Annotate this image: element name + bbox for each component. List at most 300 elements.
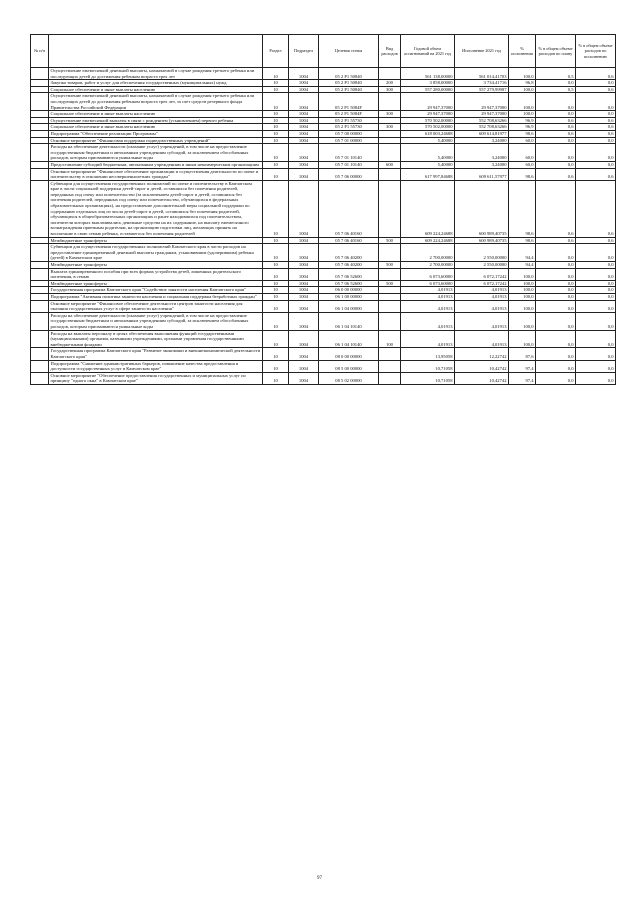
row-name-cell: Выплата единовременного пособия при всех формах устройства детей, лишенных родительского попечения, в семью — [49, 268, 263, 280]
row-num-cell — [31, 287, 49, 294]
header-section: Раздел — [263, 35, 289, 68]
row-subsection-cell: 1004 — [289, 372, 319, 384]
row-subsection-cell: 1004 — [289, 348, 319, 360]
row-share-exec-cell: 0,0 — [576, 312, 616, 330]
row-share-exec-cell: 0,0 — [576, 161, 616, 168]
row-executed-cell: 10,42742 — [455, 372, 509, 384]
row-share-plan-cell: 0,0 — [536, 144, 576, 162]
table-row — [31, 280, 616, 287]
row-article-cell: 05 7 06 52600 — [319, 268, 379, 280]
row-type-cell: 500 — [379, 237, 401, 244]
row-plan-cell: 29 947,37000 — [401, 111, 455, 118]
row-plan-cell: 13,95058 — [401, 348, 455, 360]
table-row — [31, 293, 616, 300]
row-subsection-cell: 1004 — [289, 180, 319, 237]
row-executed-cell: 6 072,17242 — [455, 268, 509, 280]
header-share-exec: % в общем объеме расходов по исполнению — [576, 35, 616, 68]
row-percent-cell: 87,6 — [509, 348, 536, 360]
row-subsection-cell: 1004 — [289, 262, 319, 269]
row-plan-cell: 561 138,00000 — [401, 68, 455, 80]
row-article-cell: 05 2 P1 5084F — [319, 93, 379, 111]
row-section-cell: 10 — [263, 180, 289, 237]
table-row — [31, 161, 616, 168]
row-section-cell: 10 — [263, 93, 289, 111]
row-type-cell — [379, 168, 401, 180]
row-plan-cell: 618 003,24688 — [401, 130, 455, 137]
row-percent-cell: 100,0 — [509, 280, 536, 287]
row-article-cell: 05 2 P1 55730 — [319, 124, 379, 131]
row-executed-cell: 609 611,57977 — [455, 168, 509, 180]
row-name-cell: Подпрограмма "Снижение административных барьеров, повышение качества предоставления и доступности государственных услуг в Камчатском крае" — [49, 360, 263, 372]
row-plan-cell: 570 502,00000 — [401, 117, 455, 124]
row-num-cell — [31, 312, 49, 330]
row-article-cell: 05 2 P1 50840 — [319, 86, 379, 93]
row-share-exec-cell: 0,6 — [576, 86, 616, 93]
row-type-cell — [379, 68, 401, 80]
row-share-exec-cell: 0,0 — [576, 293, 616, 300]
row-executed-cell: 3 734,41716 — [455, 80, 509, 87]
row-executed-cell: 609 614,81977 — [455, 130, 509, 137]
row-share-plan-cell: 0,0 — [536, 287, 576, 294]
row-executed-cell: 10,42742 — [455, 360, 509, 372]
row-article-cell: 05 7 06 40160 — [319, 237, 379, 244]
row-share-plan-cell: 0,0 — [536, 161, 576, 168]
row-name-cell: Межбюджетные трансферты — [49, 280, 263, 287]
row-share-plan-cell: 0,6 — [536, 168, 576, 180]
row-subsection-cell: 1004 — [289, 161, 319, 168]
header-row — [31, 35, 616, 68]
row-num-cell — [31, 268, 49, 280]
row-section-cell: 10 — [263, 161, 289, 168]
table-row — [31, 80, 616, 87]
row-name-cell: Подпрограмма "Активная политика занятости населения и социальная поддержка безработных граждан" — [49, 293, 263, 300]
row-type-cell: 300 — [379, 86, 401, 93]
row-percent-cell: 60,0 — [509, 161, 536, 168]
row-executed-cell: 557 279,99987 — [455, 86, 509, 93]
row-name-cell: Социальное обеспечение и иные выплаты населению — [49, 86, 263, 93]
row-share-exec-cell: 0,0 — [576, 330, 616, 348]
row-article-cell: 08 5 02 00000 — [319, 372, 379, 384]
row-percent-cell: 96,8 — [509, 80, 536, 87]
row-plan-cell: 609 224,24688 — [401, 237, 455, 244]
row-share-exec-cell: 0,6 — [576, 68, 616, 80]
table-header — [31, 35, 616, 68]
row-share-exec-cell: 0,6 — [576, 168, 616, 180]
row-article-cell: 06 1 04 10140 — [319, 330, 379, 348]
row-percent-cell: 100,0 — [509, 111, 536, 118]
row-share-exec-cell: 0,0 — [576, 348, 616, 360]
row-subsection-cell: 1004 — [289, 237, 319, 244]
row-type-cell: 300 — [379, 111, 401, 118]
table-row — [31, 262, 616, 269]
row-share-plan-cell: 0,6 — [536, 180, 576, 237]
row-executed-cell: 6 072,17242 — [455, 280, 509, 287]
row-type-cell: 500 — [379, 280, 401, 287]
row-num-cell — [31, 93, 49, 111]
header-article: Целевая статья — [319, 35, 379, 68]
row-plan-cell: 6 073,60000 — [401, 268, 455, 280]
row-share-exec-cell: 0,0 — [576, 111, 616, 118]
row-name-cell: Социальное обеспечение и иные выплаты населению — [49, 124, 263, 131]
row-executed-cell: 600 989,40735 — [455, 237, 509, 244]
row-section-cell: 10 — [263, 312, 289, 330]
row-article-cell: 05 7 01 10140 — [319, 161, 379, 168]
row-article-cell: 05 7 01 00000 — [319, 137, 379, 144]
row-subsection-cell: 1004 — [289, 144, 319, 162]
row-subsection-cell: 1004 — [289, 86, 319, 93]
row-share-plan-cell: 0,5 — [536, 86, 576, 93]
row-executed-cell: 4,01913 — [455, 293, 509, 300]
row-num-cell — [31, 300, 49, 312]
row-num-cell — [31, 68, 49, 80]
row-type-cell — [379, 287, 401, 294]
row-share-plan-cell: 0,0 — [536, 262, 576, 269]
row-num-cell — [31, 348, 49, 360]
row-percent-cell: 94,4 — [509, 262, 536, 269]
row-article-cell: 08 0 00 00000 — [319, 348, 379, 360]
row-executed-cell: 600 989,40735 — [455, 180, 509, 237]
row-executed-cell: 4,01913 — [455, 287, 509, 294]
row-share-exec-cell: 0,0 — [576, 144, 616, 162]
row-plan-cell: 29 947,37000 — [401, 93, 455, 111]
row-executed-cell: 552 708,63266 — [455, 124, 509, 131]
row-type-cell — [379, 180, 401, 237]
table-row — [31, 348, 616, 360]
row-num-cell — [31, 280, 49, 287]
row-executed-cell: 4,01913 — [455, 300, 509, 312]
row-percent-cell: 100,0 — [509, 330, 536, 348]
row-percent-cell: 96,9 — [509, 117, 536, 124]
table-body — [31, 68, 616, 385]
row-subsection-cell: 1004 — [289, 80, 319, 87]
table-row — [31, 372, 616, 384]
row-share-plan-cell: 0,0 — [536, 293, 576, 300]
row-percent-cell: 100,0 — [509, 287, 536, 294]
row-name-cell: Основное мероприятие "Финансовое обеспечение организации и осуществления деятельности по опеке и попечительству в отношении несовершеннолетних граждан" — [49, 168, 263, 180]
budget-table — [30, 34, 616, 385]
table-row — [31, 300, 616, 312]
row-share-plan-cell: 0,0 — [536, 348, 576, 360]
page-number: 97 — [317, 876, 322, 881]
row-share-plan-cell: 0,0 — [536, 268, 576, 280]
row-num-cell — [31, 180, 49, 237]
row-plan-cell: 3 858,00000 — [401, 80, 455, 87]
row-share-plan-cell: 0,6 — [536, 130, 576, 137]
row-subsection-cell: 1004 — [289, 330, 319, 348]
row-plan-cell: 5,40000 — [401, 137, 455, 144]
row-num-cell — [31, 330, 49, 348]
header-executed: Исполнение 2021 год — [455, 35, 509, 68]
row-name-cell: Осуществление ежемесячной денежной выплаты, назначаемой в случае рождения третьего ребенка или последующих детей до достижения ребенком возраста трех лет — [49, 68, 263, 80]
row-num-cell — [31, 237, 49, 244]
row-percent-cell: 100,0 — [509, 68, 536, 80]
row-type-cell — [379, 244, 401, 262]
row-article-cell: 05 2 P1 50840 — [319, 80, 379, 87]
row-type-cell — [379, 348, 401, 360]
row-name-cell: Подпрограмма "Обеспечение реализации Программы" — [49, 130, 263, 137]
row-percent-cell: 98,6 — [509, 237, 536, 244]
row-percent-cell: 100,0 — [509, 293, 536, 300]
row-num-cell — [31, 124, 49, 131]
table-row — [31, 117, 616, 124]
row-plan-cell: 10,71058 — [401, 360, 455, 372]
row-subsection-cell: 1004 — [289, 93, 319, 111]
row-section-cell: 10 — [263, 124, 289, 131]
row-share-exec-cell: 0,6 — [576, 124, 616, 131]
row-share-plan-cell: 0,0 — [536, 372, 576, 384]
row-percent-cell: 100,0 — [509, 268, 536, 280]
row-type-cell: 100 — [379, 330, 401, 348]
row-section-cell: 10 — [263, 330, 289, 348]
row-share-exec-cell: 0,6 — [576, 130, 616, 137]
row-name-cell: Расходы на выплаты персоналу в целях обеспечения выполнения функций государственными (муниципальными) органами, казенными учреждениями, органами управления государственными внебюджетными фондами — [49, 330, 263, 348]
row-article-cell: 05 2 P1 55730 — [319, 117, 379, 124]
row-type-cell — [379, 268, 401, 280]
table-row — [31, 180, 616, 237]
row-percent-cell: 98,6 — [509, 168, 536, 180]
row-section-cell: 10 — [263, 244, 289, 262]
row-plan-cell: 4,01913 — [401, 312, 455, 330]
row-section-cell: 10 — [263, 268, 289, 280]
row-type-cell — [379, 117, 401, 124]
row-percent-cell: 100,0 — [509, 300, 536, 312]
row-plan-cell: 570 502,00000 — [401, 124, 455, 131]
row-percent-cell: 97,4 — [509, 360, 536, 372]
row-plan-cell: 609 224,24688 — [401, 180, 455, 237]
row-share-exec-cell: 0,6 — [576, 117, 616, 124]
row-plan-cell: 557 280,00000 — [401, 86, 455, 93]
row-executed-cell: 3,24000 — [455, 137, 509, 144]
row-section-cell: 10 — [263, 130, 289, 137]
row-share-plan-cell: 0,6 — [536, 117, 576, 124]
row-name-cell: Государственная программа Камчатского края "Развитие экономики и внешнеэкономической деятельности Камчатского края" — [49, 348, 263, 360]
row-share-exec-cell: 0,0 — [576, 137, 616, 144]
row-section-cell: 10 — [263, 111, 289, 118]
row-plan-cell: 5,40000 — [401, 144, 455, 162]
row-section-cell: 10 — [263, 348, 289, 360]
table-row — [31, 268, 616, 280]
row-percent-cell: 98,6 — [509, 180, 536, 237]
header-share-plan: % в общем объеме расходов по плану — [536, 35, 576, 68]
row-share-exec-cell: 0,0 — [576, 280, 616, 287]
row-type-cell — [379, 144, 401, 162]
row-share-exec-cell: 0,0 — [576, 268, 616, 280]
row-share-plan-cell: 0,0 — [536, 137, 576, 144]
table-row — [31, 312, 616, 330]
row-share-exec-cell: 0,0 — [576, 93, 616, 111]
row-executed-cell: 552 708,63266 — [455, 117, 509, 124]
row-section-cell: 10 — [263, 287, 289, 294]
row-section-cell: 10 — [263, 68, 289, 80]
row-percent-cell: 100,0 — [509, 93, 536, 111]
row-name-cell: Закупка товаров, работ и услуг для обеспечения государственных (муниципальных) нужд — [49, 80, 263, 87]
row-section-cell: 10 — [263, 300, 289, 312]
row-executed-cell: 2 550,00000 — [455, 244, 509, 262]
row-percent-cell: 96,9 — [509, 124, 536, 131]
row-num-cell — [31, 161, 49, 168]
row-section-cell: 10 — [263, 80, 289, 87]
row-section-cell: 10 — [263, 168, 289, 180]
row-name-cell: Основное мероприятие "Обеспечение предоставления государственных и муниципальных услуг по принципу "одного окна" в Камчатском крае" — [49, 372, 263, 384]
row-plan-cell: 4,01913 — [401, 300, 455, 312]
row-share-exec-cell: 0,6 — [576, 237, 616, 244]
row-num-cell — [31, 144, 49, 162]
row-name-cell: Осуществление ежемесячной денежной выплаты, назначаемой в случае рождения третьего ребенка или последующих детей до достижения ребенком возраста трех лет, за счет средств резервного фонда Правительства Российской Федерации — [49, 93, 263, 111]
table-row — [31, 244, 616, 262]
row-section-cell: 10 — [263, 280, 289, 287]
row-article-cell: 05 7 06 40160 — [319, 180, 379, 237]
row-executed-cell: 3,24000 — [455, 144, 509, 162]
row-percent-cell: 60,0 — [509, 137, 536, 144]
row-article-cell: 06 1 04 10140 — [319, 312, 379, 330]
row-type-cell: 300 — [379, 124, 401, 131]
row-num-cell — [31, 360, 49, 372]
row-subsection-cell: 1004 — [289, 168, 319, 180]
row-type-cell: 200 — [379, 80, 401, 87]
table-row — [31, 237, 616, 244]
row-name-cell: Основное мероприятие "Финансовое обеспечение деятельности центров занятости населения для оказания государственных услуг в сфере занятости населения" — [49, 300, 263, 312]
row-section-cell: 10 — [263, 293, 289, 300]
header-plan: Годовой объем ассигнований на 2021 год — [401, 35, 455, 68]
row-name-cell: Расходы на обеспечение деятельности (оказание услуг) учреждений, в том числе на предоставление государственным бюджетным и автономным учреждениям субсидий, за исключением обособленных расходов, которым присваиваются уникальные коды — [49, 144, 263, 162]
row-num-cell — [31, 372, 49, 384]
row-article-cell: 05 2 P1 5084F — [319, 111, 379, 118]
row-num-cell — [31, 80, 49, 87]
row-share-plan-cell: 0,5 — [536, 68, 576, 80]
row-section-cell: 10 — [263, 137, 289, 144]
row-subsection-cell: 1004 — [289, 130, 319, 137]
row-share-exec-cell: 0,0 — [576, 80, 616, 87]
row-plan-cell: 617 997,84688 — [401, 168, 455, 180]
row-name-cell: Социальное обеспечение и иные выплаты населению — [49, 111, 263, 118]
row-type-cell — [379, 137, 401, 144]
row-article-cell: 06 0 00 00000 — [319, 287, 379, 294]
row-executed-cell: 2 550,00000 — [455, 262, 509, 269]
row-executed-cell: 3,24000 — [455, 161, 509, 168]
row-name-cell: Предоставление субсидий бюджетным, автономным учреждениям и иным некоммерческим организациям — [49, 161, 263, 168]
row-subsection-cell: 1004 — [289, 360, 319, 372]
row-share-plan-cell: 0,0 — [536, 360, 576, 372]
row-share-plan-cell: 0,0 — [536, 93, 576, 111]
row-num-cell — [31, 130, 49, 137]
row-share-exec-cell: 0,0 — [576, 262, 616, 269]
table-row — [31, 360, 616, 372]
row-share-plan-cell: 0,0 — [536, 111, 576, 118]
row-subsection-cell: 1004 — [289, 293, 319, 300]
header-subsection: Подраздел — [289, 35, 319, 68]
row-subsection-cell: 1004 — [289, 287, 319, 294]
row-share-exec-cell: 0,0 — [576, 300, 616, 312]
row-num-cell — [31, 244, 49, 262]
row-executed-cell: 12,22742 — [455, 348, 509, 360]
row-type-cell — [379, 293, 401, 300]
row-executed-cell: 561 014,41703 — [455, 68, 509, 80]
row-percent-cell: 98,6 — [509, 130, 536, 137]
table-row — [31, 86, 616, 93]
row-section-cell: 10 — [263, 372, 289, 384]
row-name-cell: Расходы на обеспечение деятельности (оказание услуг) учреждений, в том числе на предоставление государственным бюджетным и автономным учреждениям субсидий, за исключением обособленных расходов, которым присваиваются уникальные коды — [49, 312, 263, 330]
row-plan-cell: 4,01913 — [401, 293, 455, 300]
table-row — [31, 130, 616, 137]
row-share-plan-cell: 0,6 — [536, 237, 576, 244]
row-subsection-cell: 1004 — [289, 280, 319, 287]
row-name-cell: Основное мероприятие "Финансовая поддержка подведомственных учреждений" — [49, 137, 263, 144]
row-type-cell — [379, 130, 401, 137]
row-subsection-cell: 1004 — [289, 124, 319, 131]
row-percent-cell: 97,4 — [509, 372, 536, 384]
row-section-cell: 10 — [263, 144, 289, 162]
row-share-exec-cell: 0,0 — [576, 244, 616, 262]
row-percent-cell: 94,4 — [509, 244, 536, 262]
row-article-cell: 05 2 P1 50840 — [319, 68, 379, 80]
row-type-cell — [379, 300, 401, 312]
row-section-cell: 10 — [263, 237, 289, 244]
row-name-cell: Межбюджетные трансферты — [49, 237, 263, 244]
row-type-cell — [379, 93, 401, 111]
row-executed-cell: 29 947,37000 — [455, 111, 509, 118]
row-share-exec-cell: 0,0 — [576, 372, 616, 384]
row-name-cell: Субвенции для осуществления государственных полномочий Камчатского края в части расходов на предоставление единовременной денежной выплаты гражданам, усыновившим (удочерившим) ребенка (детей) в Камчатском крае — [49, 244, 263, 262]
header-percent: % исполнения — [509, 35, 536, 68]
row-subsection-cell: 1004 — [289, 300, 319, 312]
row-share-exec-cell: 0,0 — [576, 287, 616, 294]
row-num-cell — [31, 111, 49, 118]
row-article-cell: 05 7 06 40200 — [319, 262, 379, 269]
row-name-cell: Субвенции для осуществления государственных полномочий по опеке и попечительству в Камчатском крае в части социальной поддержки детей-сирот и детей, оставшихся без попечения родителей, переданных под опеку или попечительство (за исключением детей-сирот и детей, оставшихся без попечения родителей, переданных под опеку или попечительство, обучающихся в федеральных образовательных организациях), на предоставление дополнительной меры социальной поддержки по содержанию отдельных лиц из числа детей-сирот и детей, оставшихся без попечения родителей, обучающихся в общеобразовательных организациях и ранее находившихся под попечительством, попечители которых выплачивались денежные средства на их содержание, на выплату ежемесячного вознаграждения приемным родителям, на организацию подготовки лиц, желающих принять на воспитание в свою семью ребенка, оставшегося без попечения родителей — [49, 180, 263, 237]
table-row — [31, 287, 616, 294]
row-article-cell: 05 7 06 00000 — [319, 168, 379, 180]
row-share-plan-cell: 0,0 — [536, 280, 576, 287]
row-section-cell: 10 — [263, 360, 289, 372]
row-num-cell — [31, 137, 49, 144]
row-plan-cell: 4,01913 — [401, 287, 455, 294]
row-percent-cell: 100,0 — [509, 86, 536, 93]
row-subsection-cell: 1004 — [289, 244, 319, 262]
row-executed-cell: 4,01913 — [455, 312, 509, 330]
row-share-plan-cell: 0,0 — [536, 244, 576, 262]
row-type-cell: 600 — [379, 161, 401, 168]
row-num-cell — [31, 86, 49, 93]
row-type-cell — [379, 372, 401, 384]
row-share-plan-cell: 0,0 — [536, 300, 576, 312]
table-row — [31, 330, 616, 348]
header-num: № п/п — [31, 35, 49, 68]
header-type: Вид расходов — [379, 35, 401, 68]
row-section-cell: 10 — [263, 86, 289, 93]
row-article-cell: 05 7 00 00000 — [319, 130, 379, 137]
row-percent-cell: 100,0 — [509, 312, 536, 330]
table-row — [31, 168, 616, 180]
row-share-exec-cell: 0,0 — [576, 360, 616, 372]
row-subsection-cell: 1004 — [289, 137, 319, 144]
row-section-cell: 10 — [263, 262, 289, 269]
row-subsection-cell: 1004 — [289, 117, 319, 124]
row-num-cell — [31, 293, 49, 300]
row-subsection-cell: 1004 — [289, 111, 319, 118]
row-plan-cell: 2 700,00000 — [401, 244, 455, 262]
row-executed-cell: 29 947,37000 — [455, 93, 509, 111]
row-share-plan-cell: 0,0 — [536, 80, 576, 87]
row-subsection-cell: 1004 — [289, 68, 319, 80]
row-name-cell: Государственная программа Камчатского края "Содействие занятости населения Камчатского края" — [49, 287, 263, 294]
row-type-cell — [379, 312, 401, 330]
row-article-cell: 06 1 04 00000 — [319, 300, 379, 312]
row-plan-cell: 2 700,00000 — [401, 262, 455, 269]
row-subsection-cell: 1004 — [289, 312, 319, 330]
row-share-plan-cell: 0,0 — [536, 330, 576, 348]
table-row — [31, 137, 616, 144]
row-type-cell — [379, 360, 401, 372]
